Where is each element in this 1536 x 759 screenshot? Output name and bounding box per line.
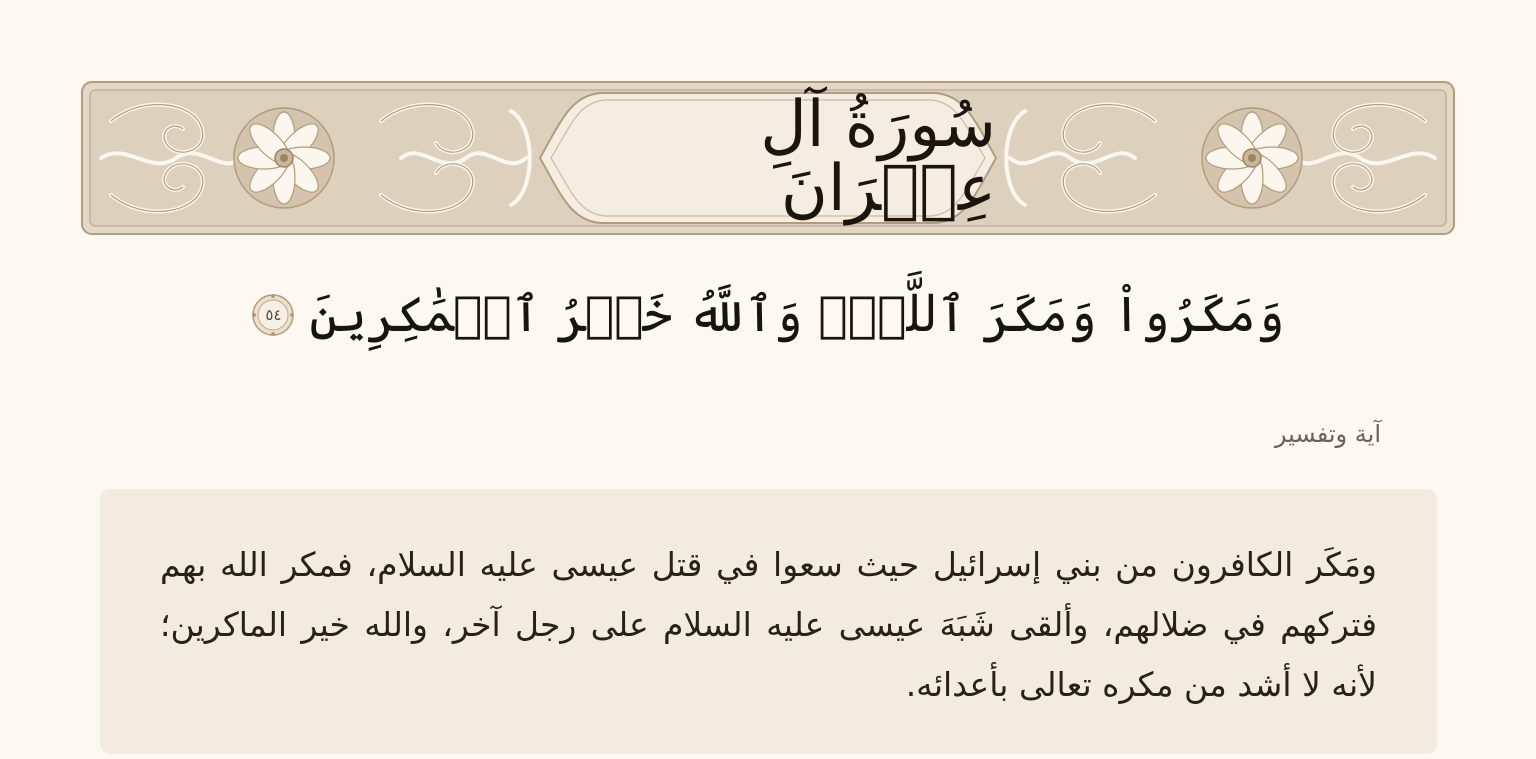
tafsir-box [100, 489, 1437, 754]
ayah-end-marker-icon [251, 293, 295, 337]
surah-title: سُورَةُ آلِ عِمۡرَانَ [760, 88, 996, 226]
left-floral-medallion-icon [234, 108, 334, 208]
right-floral-medallion-icon [1202, 108, 1302, 208]
ayah-text: وَمَكَرُواْ وَمَكَرَ ٱللَّهُۖ وَٱللَّهُ خَيۡرُ ٱلۡمَٰكِرِينَ [309, 285, 1285, 343]
tafsir-text: ومَكَر الكافرون من بني إسرائيل حيث سعوا في قتل عيسى عليه السلام، فمكر الله بهم فتركهم في ضلالهم، وألقى شَبَهَ عيسى عليه السلام على رجل آخر، والله خير الماكرين؛ لأنه لا أشد من مكره تعالى بأعدائه. [160, 545, 1377, 704]
ayah-line [200, 272, 1336, 358]
ayah-number: ٥٤ [265, 306, 282, 324]
section-label-ayah-and-tafsir: آية وتفسير [1274, 420, 1381, 448]
